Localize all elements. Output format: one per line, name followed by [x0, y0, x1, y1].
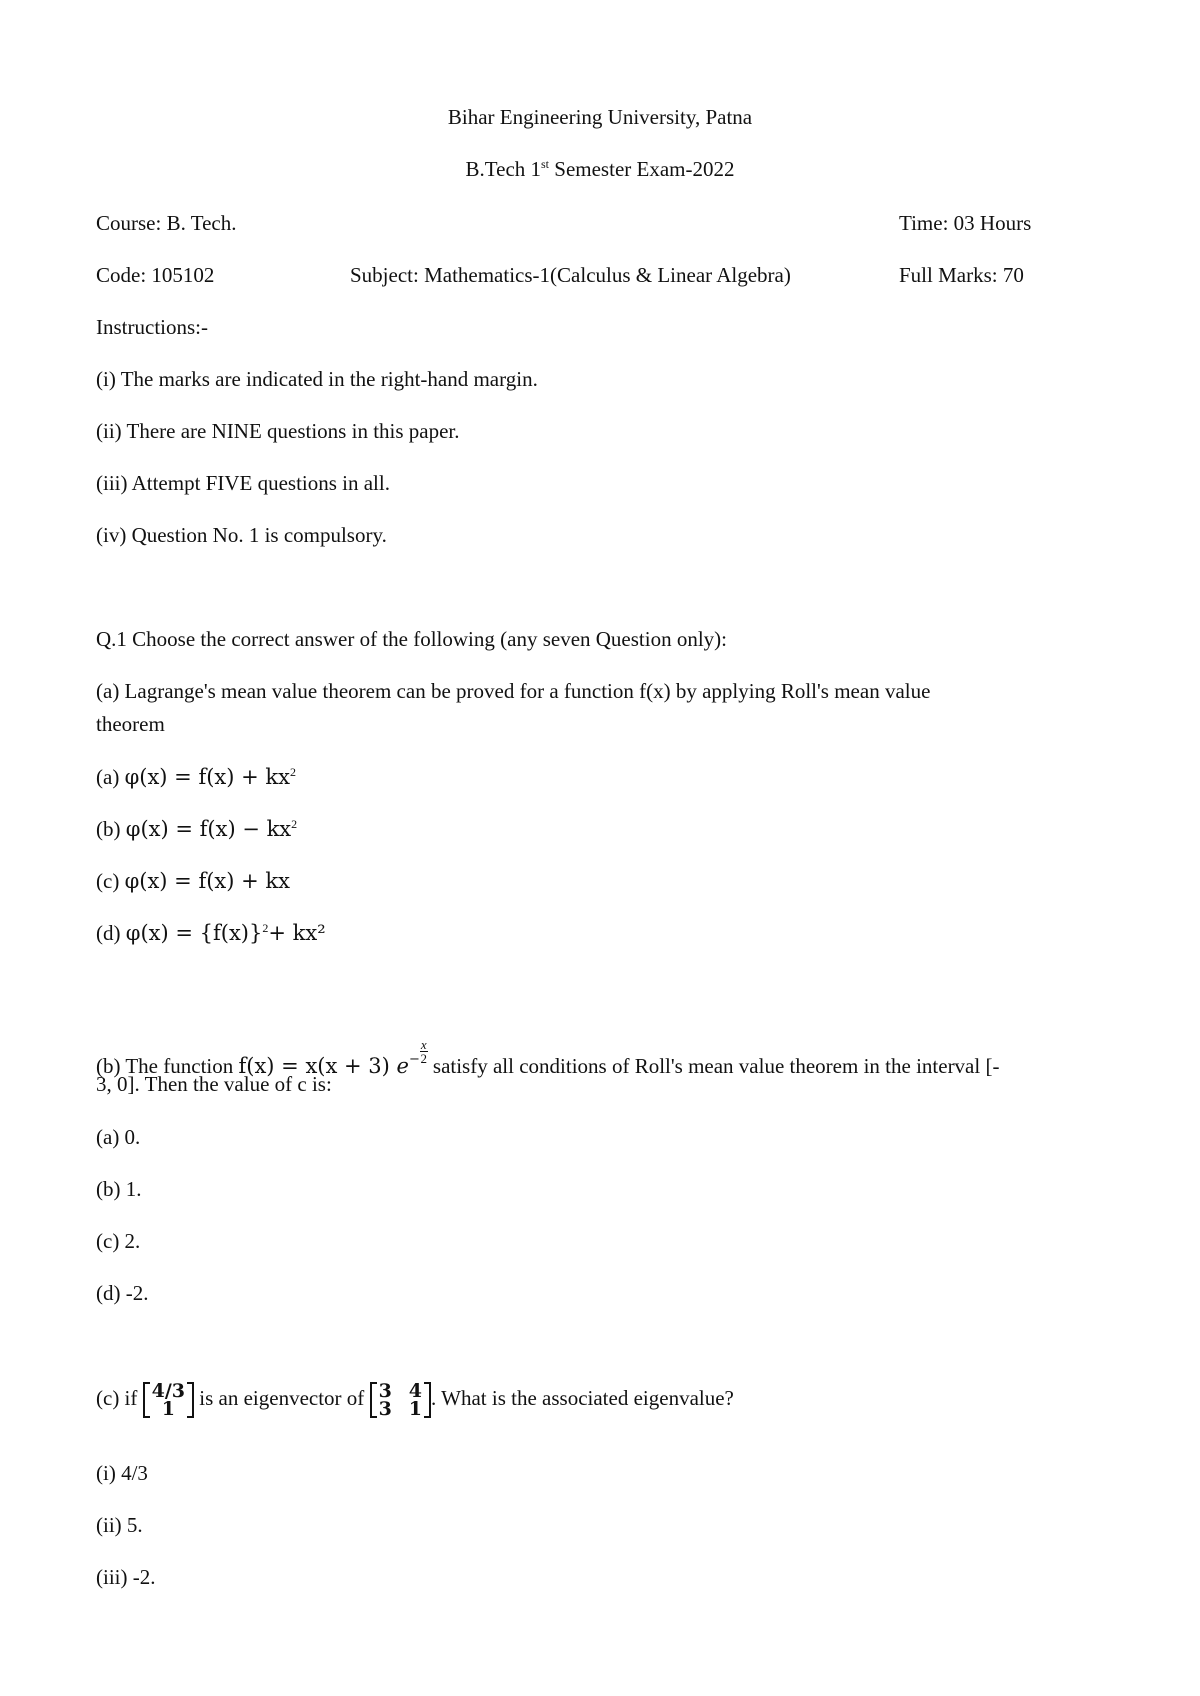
option-sup: 2: [262, 921, 269, 935]
q1c-matrix-entry: 3: [378, 1398, 392, 1420]
q1c-matrix: [370, 1382, 431, 1418]
exam-title: [0, 156, 1200, 183]
q1a-option-b: [96, 816, 297, 843]
option-sup: 2: [291, 817, 298, 831]
option-expr: φ(x) = {f(x)}: [125, 921, 263, 945]
option-expr: φ(x) = f(x) + kx: [124, 765, 290, 789]
course-label: Course: B. Tech.: [96, 211, 237, 235]
q1c-question: [96, 1382, 734, 1418]
q1a-question-line2: theorem: [96, 712, 165, 736]
q1a-option-d: [96, 920, 326, 947]
q1c-vector: [143, 1382, 194, 1418]
q1b-function: f(x) = x(x + 3): [238, 1054, 397, 1078]
q1c-matrix-entry: 3: [378, 1380, 392, 1402]
q1b-option: (b) 1.: [96, 1177, 142, 1201]
q1b-exp-num: x: [420, 1037, 427, 1052]
option-expr: φ(x) = f(x) + kx: [124, 869, 290, 893]
q1b-question-line2: 3, 0]. Then the value of c is:: [96, 1072, 332, 1096]
q1c-vector-entry: 1: [161, 1398, 175, 1420]
exam-title-prefix: B.Tech 1: [465, 157, 542, 181]
option-sup: 2: [289, 765, 296, 779]
instructions-title: Instructions:-: [96, 315, 208, 339]
q1b-base: e: [396, 1054, 409, 1078]
q1b-option: (a) 0.: [96, 1125, 141, 1149]
q1c-suffix: . What is the associated eigenvalue?: [431, 1385, 734, 1410]
instruction-item: (i) The marks are indicated in the right-hand margin.: [96, 367, 538, 391]
q1c-option: (iii) -2.: [96, 1565, 156, 1589]
q1-heading: Q.1 Choose the correct answer of the following (any seven Question only):: [96, 627, 728, 651]
q1c-middle: is an eigenvector of: [194, 1385, 370, 1410]
q1b-prefix: (b) The function: [96, 1054, 239, 1078]
option-label: (c): [96, 869, 125, 893]
q1a-option-a: [96, 764, 296, 791]
exam-title-suffix: Semester Exam-2022: [549, 157, 735, 181]
option-label: (b): [96, 817, 126, 841]
code-label: Code: 105102: [96, 263, 215, 287]
option-expr: φ(x) = f(x) − kx: [125, 817, 292, 841]
subject-label: Subject: Mathematics-1(Calculus & Linear Algebra): [350, 263, 791, 287]
q1c-option: (ii) 5.: [96, 1513, 143, 1537]
option-label: (a): [96, 765, 125, 789]
q1c-matrix-entry: 4: [408, 1380, 423, 1402]
q1c-matrix-entry: 1: [408, 1398, 423, 1420]
q1a-option-c: [96, 868, 290, 895]
option-label: (d): [96, 921, 126, 945]
instruction-item: (iii) Attempt FIVE questions in all.: [96, 471, 390, 495]
q1b-exp-sign: −: [408, 1052, 420, 1067]
time-label: Time: 03 Hours: [899, 211, 1032, 235]
q1c-prefix: (c) if: [96, 1385, 143, 1410]
full-marks-label: Full Marks: 70: [899, 263, 1024, 287]
exam-title-sup: st: [541, 157, 550, 171]
q1b-option: (d) -2.: [96, 1281, 149, 1305]
q1b-exponent-fraction: [420, 1038, 428, 1065]
university-title: Bihar Engineering University, Patna: [447, 105, 753, 129]
q1c-option: (i) 4/3: [96, 1461, 148, 1485]
q1a-question-line1: (a) Lagrange's mean value theorem can be proved for a function f(x) by applying Roll's mean value: [96, 679, 931, 703]
q1c-vector-entry: 4/3: [151, 1380, 186, 1402]
q1b-suffix: satisfy all conditions of Roll's mean value theorem in the interval [-: [427, 1054, 1000, 1078]
instruction-item: (iv) Question No. 1 is compulsory.: [96, 523, 387, 547]
q1b-exp-den: 2: [420, 1051, 427, 1066]
option-tail: + kx²: [268, 921, 326, 945]
q1b-option: (c) 2.: [96, 1229, 141, 1253]
instruction-item: (ii) There are NINE questions in this paper.: [96, 419, 460, 443]
